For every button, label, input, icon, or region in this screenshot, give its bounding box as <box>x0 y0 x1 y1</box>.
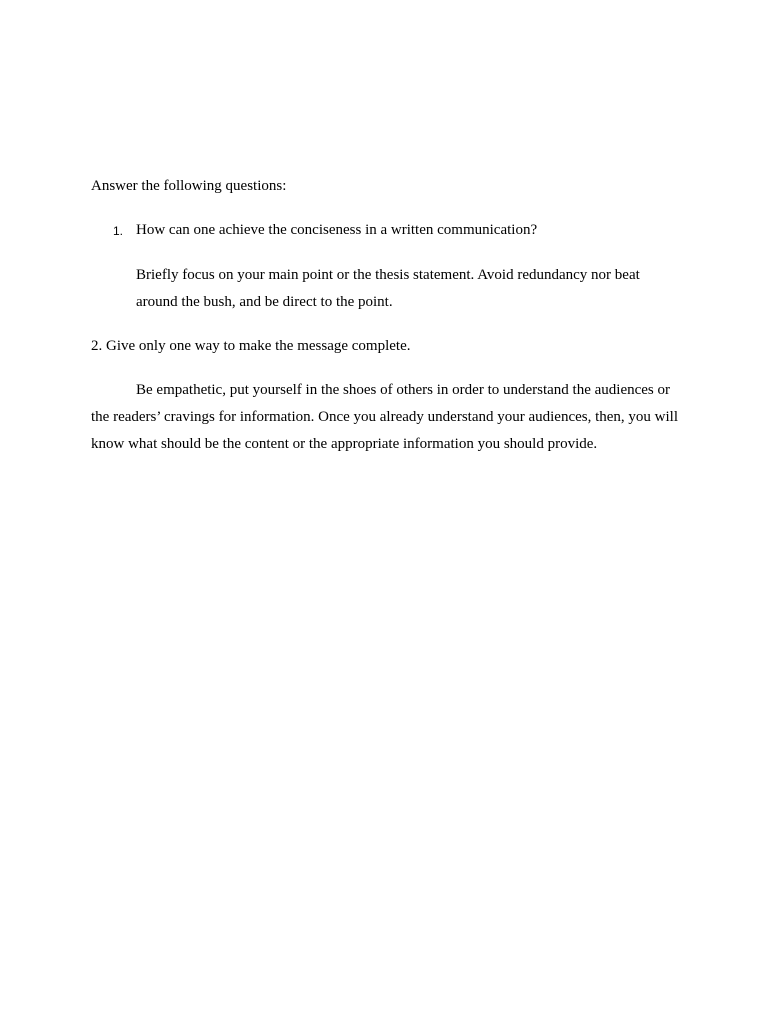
answer-2-text: Be empathetic, put yourself in the shoes of others in order to understand the audiences or the readers’ cravings for information. Once you already understand your audiences, then, you will know what should be the content or the appropriate information you should provide. <box>91 382 679 452</box>
question-1-text: How can one achieve the conciseness in a written communication? <box>136 222 538 238</box>
question-2-text: 2. Give only one way to make the message complete. <box>91 338 411 354</box>
document-content <box>91 173 681 473</box>
intro-text: Answer the following questions: <box>91 178 287 194</box>
question-1 <box>91 217 681 244</box>
question-1-number: 1. <box>113 224 124 238</box>
answer-1-text: Briefly focus on your main point or the thesis statement. Avoid redundancy nor beat around the bush, and be direct to the point. <box>136 267 640 310</box>
